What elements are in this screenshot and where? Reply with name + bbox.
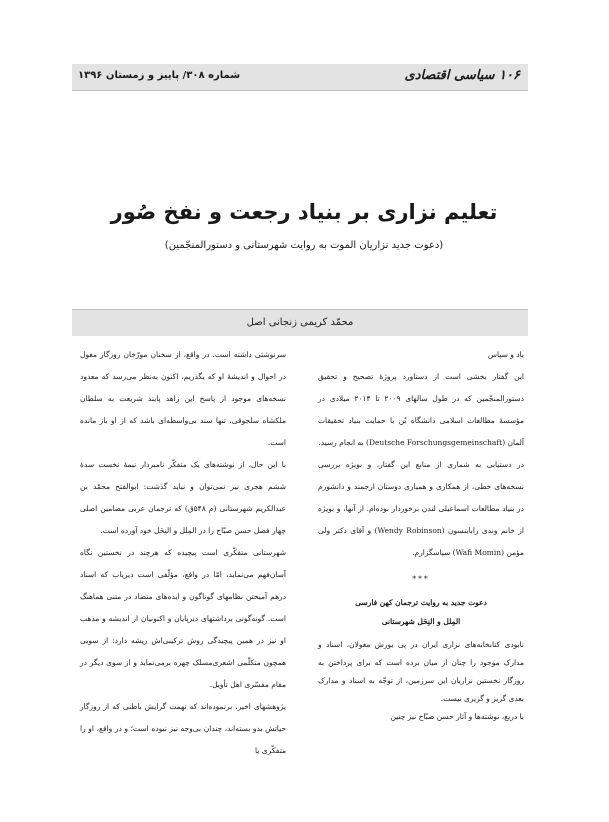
section-heading: دعوت جدید به روایت ترجمان کهن فارسی [355, 598, 487, 607]
journal-name: ۱۰۶ سیاسی اقتصادی [404, 68, 520, 83]
article-title: تعلیم نزاری بر بنیاد رجعت و نفخ صُور [110, 200, 498, 224]
left-column [80, 344, 286, 762]
body-paragraph-2: با دریغ، نوشته‌ها و آثار حسن صبّاح نیز چنین [390, 712, 524, 721]
body-paragraph-1: نابودی کتابخانه‌های نزاری ایران در پی یورش مغولان، اسناد و مدارک موجود را چنان از میان برده است که برای پرداختن به روزگار نخستین نزاریان این سرزمین، از توجّه به اسناد و مدارک بعدی گریز و گزیری نیست. [318, 640, 524, 703]
running-header [72, 64, 528, 91]
section-separator: *** [412, 574, 430, 583]
acknowledgment-paragraph-1: این گفتار بخشی است از دستاورد پروژهٔ تصحیح و تحقیق دستورالمنجّمین که در طول سالهای ۲۰۰۹ تا ۲۰۱۴ میلادی در مؤسسهٔ مطالعات اسلامی دانشگاه بُن با حمایت بنیاد تحقیقات آلمان (Deutsche Forschungsgemeinschaft) به انجام رسید. [318, 372, 524, 447]
article-subtitle: (دعوت جدید نزاریان الموت به روایت شهرستانی و دستورالمنجّمین) [164, 240, 444, 251]
body-paragraph-6: پژوهشهای اخیر، برنموده‌اند که تهمت گرایش باطنی که از روزگار حیاتش بدو بسته‌اند، چندان بی‌وجه نیز نبوده است؛ و در واقع، او را متفکّری با [80, 702, 286, 755]
author-name: محمّد کریمی زنجانی اصل [72, 309, 528, 336]
right-column [318, 344, 524, 726]
body-paragraph-4: با این حال، از نوشته‌های یک متفکّر نامبردار نیمهٔ نخست سدهٔ ششم هجری نیز نمی‌توان و نباید گذشت: ابوالفتح محمّد بن عبدالکریم شهرستانی (م ۵۴۸ق) که ترجمان عربی مضامین اصلی چهار فصل حسن صبّاح را در المِلل و النِحَل خود آورده است. [80, 460, 286, 535]
body-paragraph-5: شهرستانی متفکّری است پیچیده که هرچند در نخستین نگاه آسان‌فهم می‌نماید، امّا در واقع، مؤلّفی است دیریاب که اسناد درهم آمیختن نظامهای گوناگون و ایده‌های متضاد در متنی هماهنگ است. گونه‌گونی برداشتهای دیرپایان و اکنونیان از اندیشه و مذهب او نیز در همین پیچیدگی روش ترکیبی‌اش ریشه دارد: از سویی همچون متکلّمی اشعری‌مسلک چهره برمی‌نماید و از سوی دیگر در مقام مفسّری اهل تأویل. [80, 548, 286, 689]
acknowledgment-heading: یاد و سپاس [487, 350, 524, 359]
issue-info: شماره ۳۰۸/ پاییز و زمستان ۱۳۹۶ [78, 70, 241, 81]
body-paragraph-3: سرنوشتی داشته است. در واقع، از سخنان مورّخان روزگار مغول در احوال و اندیشهٔ او که بگذریم، اکنون به‌نظر می‌رسد که معدود نسخه‌های موجود از پاسخ این زاهد پابند شریعت به سلطان ملکشاه سلجوقی، تنها سند بی‌واسطه‌ای باشد که از او باز مانده است. [80, 350, 286, 447]
acknowledgment-paragraph-2: در دستیابی به شماری از منابع این گفتار، و بویژه بررسی نسخه‌های خطی، از همکاری و همیاری دوستان ارجمند و دانشورم در بنیاد مطالعات اسماعیلی لندن برخوردار بوده‌ام. از آنها، و بویژه از خانم وندی راباینسون (Wendy Robinson) و آقای دکتر ولی مؤمن (Wafi Momin) سپاسگزارم. [318, 460, 524, 557]
section-subheading: المِلل و النِحَل شهرستانی [381, 617, 461, 626]
